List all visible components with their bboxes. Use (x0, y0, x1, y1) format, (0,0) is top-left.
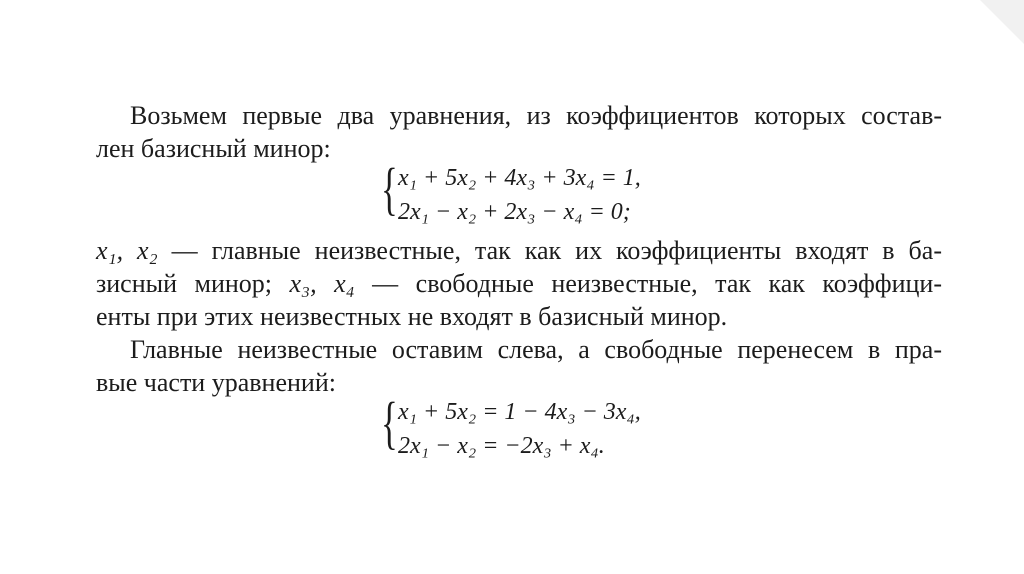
system-1-equation-1: x₁ + 5x₂ + 4x₃ + 3x₄ = 1, (398, 165, 641, 191)
paragraph-2-line-2-start: зисный минор; (96, 269, 290, 298)
system-2-equation-2: 2x₁ − x₂ = −2x₃ + x₄. (398, 433, 605, 459)
paragraph-3-line-1: Главные неизвестные оставим слева, а свободные перенесем в пра- (130, 335, 942, 364)
system-1-equation-2: 2x₁ − x₂ + 2x₃ − x₄ = 0; (398, 199, 631, 225)
paragraph-2-line-2-text: — свободные неизвестные, так как коэффици- (354, 269, 942, 298)
paragraph-1-line-2: лен базисный минор: (96, 134, 331, 163)
left-brace-system-1: { (381, 156, 398, 221)
paragraph-2-line-1-text: — главные неизвестные, так как их коэффициенты входят в ба- (157, 236, 942, 265)
paragraph-2-line-2 (96, 269, 942, 299)
paragraph-2-line-3: енты при этих неизвестных не входят в базисный минор. (96, 302, 728, 331)
free-unknowns-vars: x₃, x₄ (289, 269, 355, 298)
left-brace-system-2: { (381, 390, 398, 455)
system-2-equation-1: x₁ + 5x₂ = 1 − 4x₃ − 3x₄, (398, 399, 641, 425)
page-corner-decoration (980, 0, 1024, 44)
paragraph-2-line-1 (96, 236, 942, 266)
paragraph-1-line-1: Возьмем первые два уравнения, из коэффициентов которых состав- (130, 101, 942, 130)
paragraph-3-line-2: вые части уравнений: (96, 368, 336, 397)
main-unknowns-vars: x₁, x₂ (96, 236, 158, 265)
